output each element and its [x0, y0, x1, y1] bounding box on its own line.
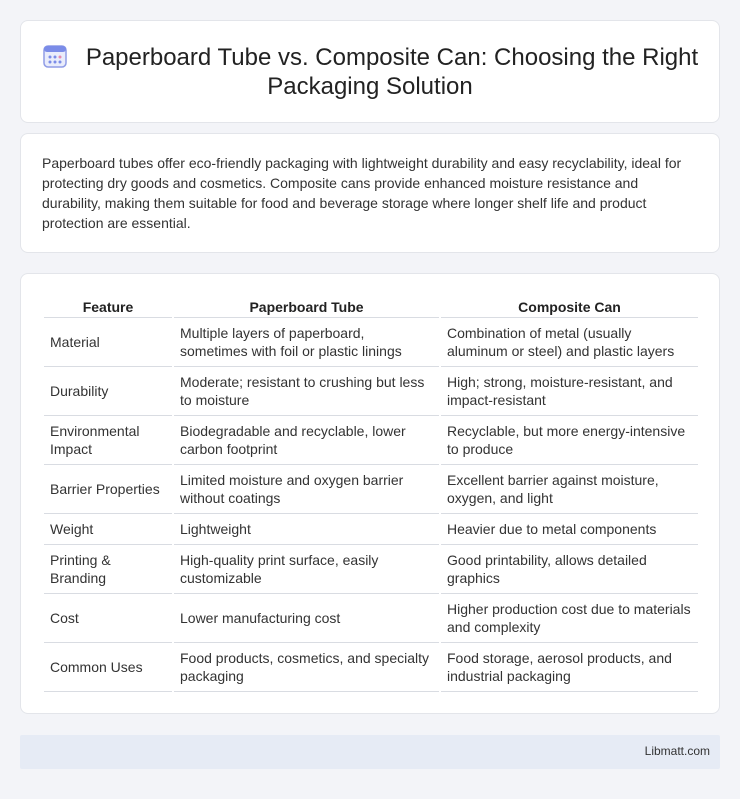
tube-cell: Lightweight — [174, 514, 439, 545]
table-row — [44, 367, 698, 416]
feature-cell: Cost — [44, 594, 172, 643]
table-row — [44, 514, 698, 545]
can-cell: Excellent barrier against moisture, oxygen, and light — [441, 465, 698, 514]
can-cell: Food storage, aerosol products, and industrial packaging — [441, 643, 698, 692]
table-row — [44, 643, 698, 692]
can-cell: Recyclable, but more energy-intensive to produce — [441, 416, 698, 465]
header-composite-can: Composite Can — [441, 296, 698, 318]
tube-cell: High-quality print surface, easily customizable — [174, 545, 439, 594]
table-row — [44, 594, 698, 643]
tube-cell: Food products, cosmetics, and specialty packaging — [174, 643, 439, 692]
tube-cell: Moderate; resistant to crushing but less to moisture — [174, 367, 439, 416]
feature-cell: Material — [44, 318, 172, 367]
can-cell: Higher production cost due to materials and complexity — [441, 594, 698, 643]
feature-cell: Durability — [44, 367, 172, 416]
table-row — [44, 545, 698, 594]
intro-text: Paperboard tubes offer eco-friendly packaging with lightweight durability and easy recyclability, ideal for protecting dry goods and cosmetics. Composite cans provide enhanced moisture resistance and durability, making them suitable for food and beverage storage where longer shelf life and product protection are essential. — [42, 155, 682, 231]
page-title: Paperboard Tube vs. Composite Can: Choosing the Right Packaging Solution — [85, 44, 699, 100]
can-cell: Combination of metal (usually aluminum or steel) and plastic layers — [441, 318, 698, 367]
feature-cell: Environmental Impact — [44, 416, 172, 465]
feature-cell: Common Uses — [44, 643, 172, 692]
table-header-row — [44, 296, 698, 318]
header-paperboard-tube: Paperboard Tube — [174, 296, 439, 318]
can-cell: Good printability, allows detailed graphics — [441, 545, 698, 594]
tube-cell: Biodegradable and recyclable, lower carbon footprint — [174, 416, 439, 465]
tube-cell: Lower manufacturing cost — [174, 594, 439, 643]
title-card — [20, 20, 720, 123]
calendar-icon — [42, 43, 68, 69]
footer — [20, 735, 720, 769]
tube-cell: Multiple layers of paperboard, sometimes with foil or plastic linings — [174, 318, 439, 367]
can-cell: Heavier due to metal components — [441, 514, 698, 545]
comparison-table — [42, 296, 700, 692]
page-title-wrap — [21, 43, 719, 101]
footer-site-link[interactable]: Libmatt.com — [644, 744, 710, 758]
table-row — [44, 318, 698, 367]
table-row — [44, 465, 698, 514]
intro-card — [20, 133, 720, 253]
comparison-card — [20, 273, 720, 714]
can-cell: High; strong, moisture-resistant, and impact-resistant — [441, 367, 698, 416]
feature-cell: Printing & Branding — [44, 545, 172, 594]
tube-cell: Limited moisture and oxygen barrier without coatings — [174, 465, 439, 514]
feature-cell: Weight — [44, 514, 172, 545]
table-row — [44, 416, 698, 465]
header-feature: Feature — [44, 296, 172, 318]
feature-cell: Barrier Properties — [44, 465, 172, 514]
